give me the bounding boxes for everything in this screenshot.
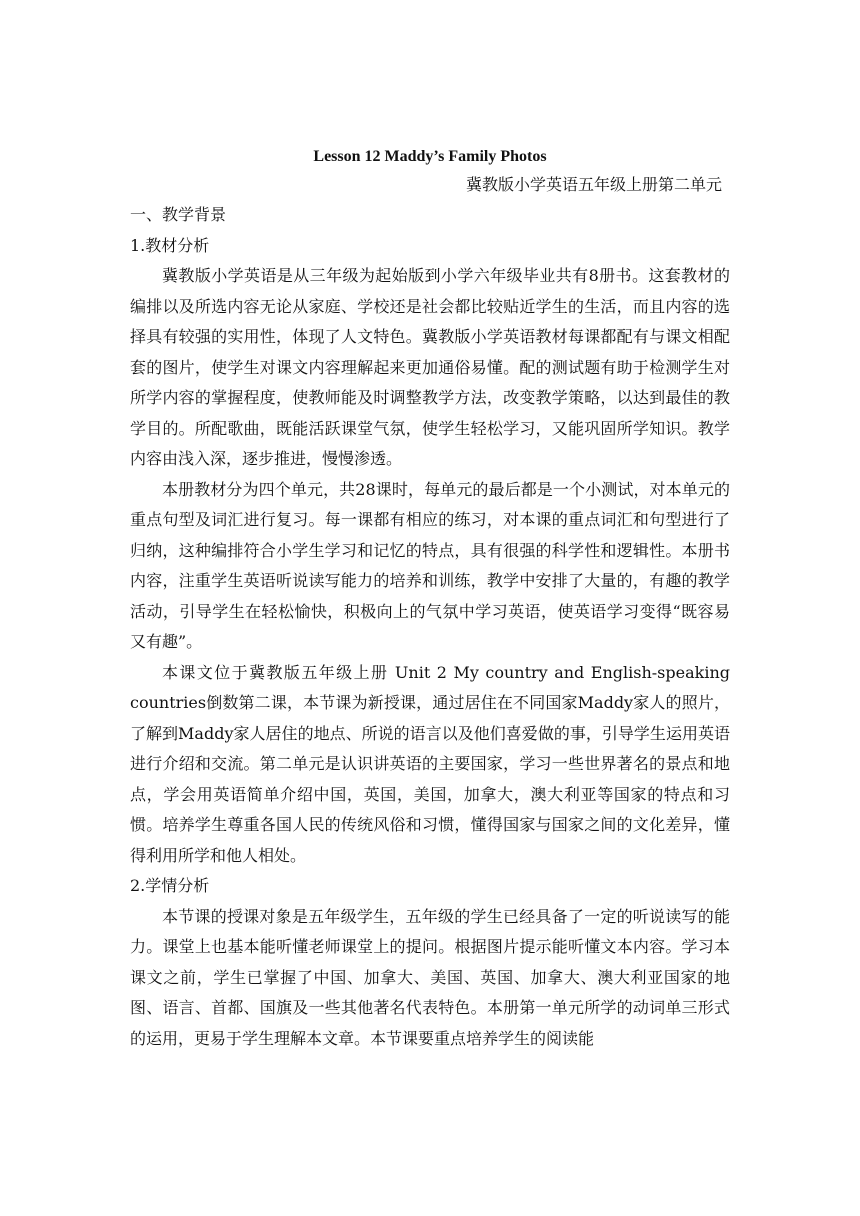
lesson-title: Lesson 12 Maddy’s Family Photos <box>313 148 547 165</box>
document-body <box>130 144 730 1054</box>
paragraph-student-analysis: 本节课的授课对象是五年级学生，五年级的学生已经具备了一定的听说读写的能力。课堂上也基本能听懂老师课堂上的提问。根据图片提示能听懂文本内容。学习本课文之前，学生已掌握了中国、加拿大、美国、英国、加拿大、澳大利亚国家的地图、语言、首都、国旗及一些其他著名代表特色。本册第一单元所学的动词单三形式的运用，更易于学生理解本文章。本节课要重点培养学生的阅读能 <box>130 906 730 1048</box>
paragraph-textbook-overview: 冀教版小学英语是从三年级为起始版到小学六年级毕业共有8册书。这套教材的编排以及所选内容无论从家庭、学校还是社会都比较贴近学生的生活，而且内容的选择具有较强的实用性，体现了人文特色。冀教版小学英语教材每课都配有与课文相配套的图片，使学生对课文内容理解起来更加通俗易懂。配的测试题有助于检测学生对所学内容的掌握程度，使教师能及时调整教学方法，改变教学策略，以达到最佳的教学目的。所配歌曲，既能活跃课堂气氛，使学生轻松学习，又能巩固所学知识。教学内容由浅入深，逐步推进，慢慢渗透。 <box>130 266 730 468</box>
lesson-subtitle: 冀教版小学英语五年级上册第二单元 <box>465 175 722 194</box>
paragraph-book-structure: 本册教材分为四个单元，共28课时，每单元的最后都是一个小测试，对本单元的重点句型及词汇进行复习。每一课都有相应的练习，对本课的重点词汇和句型进行了归纳，这种编排符合小学生学习和记忆的特点，具有很强的科学性和逻辑性。本册书内容，注重学生英语听说读写能力的培养和训练，教学中安排了大量的，有趣的教学活动，引导学生在轻松愉快，积极向上的气氛中学习英语，使英语学习变得“既容易又有趣”。 <box>130 479 730 651</box>
subsection-heading-student-analysis: 2.学情分析 <box>130 876 210 895</box>
subsection-heading-textbook-analysis: 1.教材分析 <box>130 235 210 255</box>
paragraph-lesson-position: 本课文位于冀教版五年级上册 Unit 2 My country and English-speaking countries倒数第二课，本节课为新授课，通过居住在不同国家Maddy家人的照片，了解到Maddy家人居住的地点、所说的语言以及他们喜爱做的事，引导学生运用英语进行介绍和交流。第二单元是认识讲英语的主要国家，学习一些世界著名的景点和地点，学会用英语简单介绍中国，英国，美国，加拿大，澳大利亚等国家的特点和习惯。培养学生尊重各国人民的传统风俗和习惯，懂得国家与国家之间的文化差异，懂得利用所学和他人相处。 <box>130 662 730 865</box>
section-heading-teaching-background: 一、教学背景 <box>130 205 227 224</box>
